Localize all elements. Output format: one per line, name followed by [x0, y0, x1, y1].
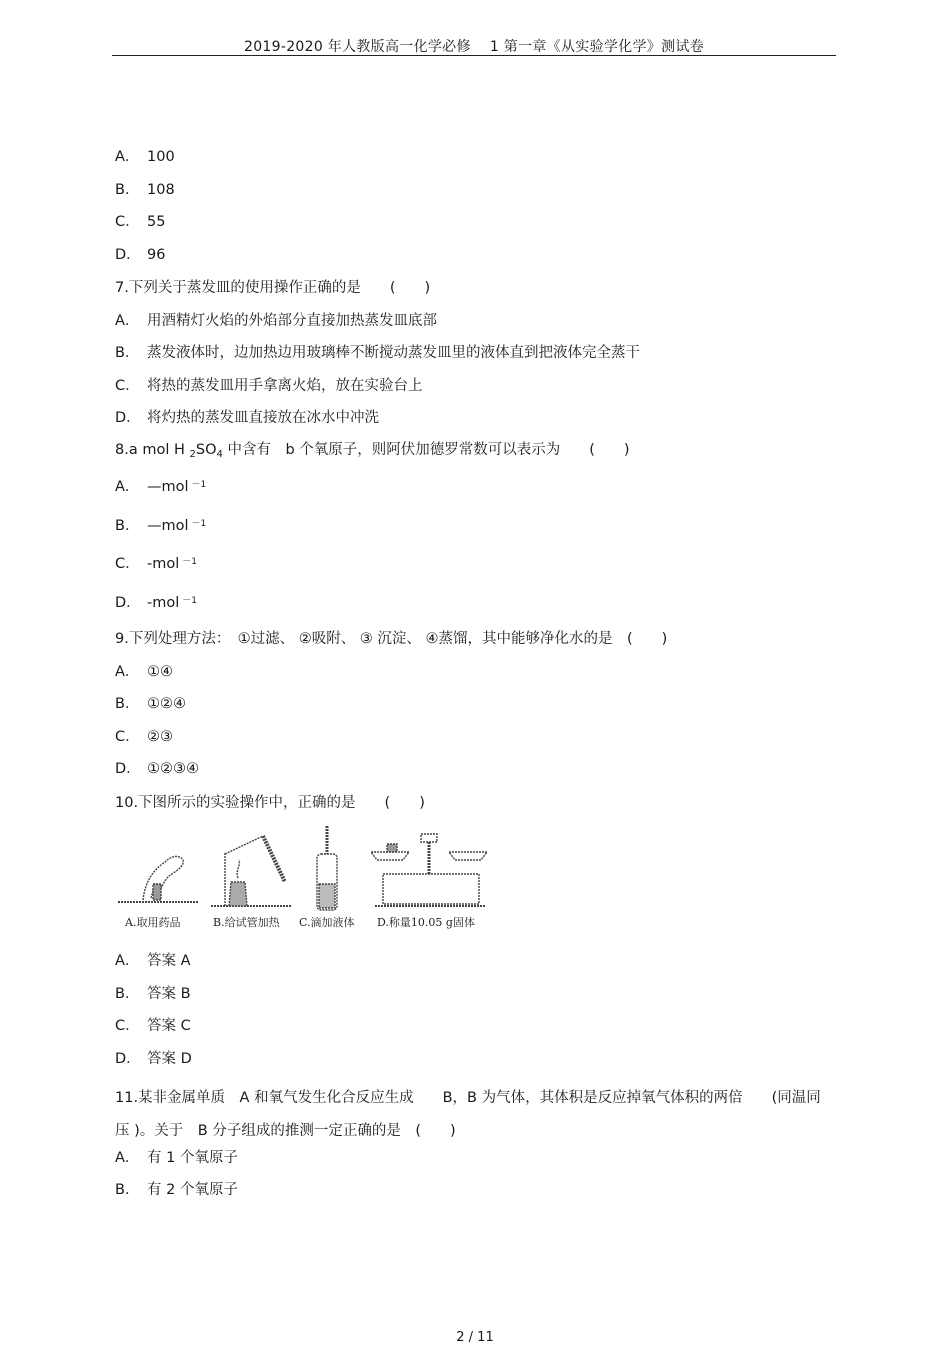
q7-option-a: A． 用酒精灯火焰的外焰部分直接加热蒸发皿底部 — [115, 313, 437, 329]
figure-caption-d: D.称量10.05 g固体 — [377, 916, 475, 929]
q8-option-b: B． —mol $^{-1}$ — [115, 518, 207, 534]
figure-d-balance — [371, 834, 487, 906]
q6-option-b: B． 108 — [115, 182, 175, 198]
q8-option-d: D． -mol $^{-1}$ — [115, 595, 197, 611]
figure-caption-b: B.给试管加热 — [213, 916, 280, 929]
q9-option-a: A． ①④ — [115, 664, 173, 680]
q6-option-d: D． 96 — [115, 247, 166, 263]
q9-option-c: C． ②③ — [115, 729, 173, 745]
q10-lab-operations-figure — [113, 822, 489, 934]
q8-option-c: C． -mol $^{-1}$ — [115, 556, 197, 572]
figure-caption-a: A.取用药品 — [125, 916, 181, 929]
figure-a-taking-reagent — [118, 856, 198, 902]
q10-stem: 10.下图所示的实验操作中，正确的是 ( ) — [115, 795, 425, 811]
q6-option-a: A． 100 — [115, 149, 175, 165]
q6-option-c: C． 55 — [115, 214, 166, 230]
q7-option-c: C． 将热的蒸发皿用手拿离火焰，放在实验台上 — [115, 378, 423, 394]
header-rule — [112, 55, 836, 56]
q10-option-c: C． 答案 C — [115, 1018, 191, 1034]
q9-stem: 9.下列处理方法： ①过滤、 ②吸附、 ③ 沉淀、 ④蒸馏，其中能够净化水的是 ( ) — [115, 631, 668, 647]
q7-option-d: D． 将灼热的蒸发皿直接放在冰水中冲洗 — [115, 410, 379, 426]
q9-option-b: B． ①②④ — [115, 696, 186, 712]
q9-option-d: D． ①②③④ — [115, 761, 199, 777]
q11-stem: 11.某非金属单质 A 和氧气发生化合反应生成 B，B 为气体，其体积是反应掉氧气体积的两倍 (同温同压 )。关于 B 分子组成的推测一定正确的是 ( ) — [115, 1090, 821, 1139]
q8-option-a: A． —mol $^{-1}$ — [115, 479, 207, 495]
figure-c-dropping-liquid — [317, 826, 337, 910]
q10-option-a: A． 答案 A — [115, 953, 191, 969]
q10-option-b: B． 答案 B — [115, 986, 191, 1002]
q7-stem: 7.下列关于蒸发皿的使用操作正确的是 ( ) — [115, 280, 431, 296]
page-number: 2 / 11 — [456, 1330, 494, 1345]
q8-stem: 8.a mol H $_2SO_4$ 中含有 b 个氧原子，则阿伏加德罗常数可以表示为 ( ) — [115, 442, 630, 460]
q10-option-d: D． 答案 D — [115, 1051, 192, 1067]
q11-option-a: A． 有 1 个氧原子 — [115, 1150, 238, 1166]
q11-option-b: B． 有 2 个氧原子 — [115, 1182, 238, 1198]
page-header: 2019-2020 年人教版高一化学必修 1 第一章《从实验学化学》测试卷 — [244, 39, 704, 55]
figure-b-heating-test-tube — [211, 836, 291, 906]
q7-option-b: B． 蒸发液体时，边加热边用玻璃棒不断搅动蒸发皿里的液体直到把液体完全蒸干 — [115, 345, 640, 361]
figure-caption-c: C.滴加液体 — [299, 916, 355, 929]
